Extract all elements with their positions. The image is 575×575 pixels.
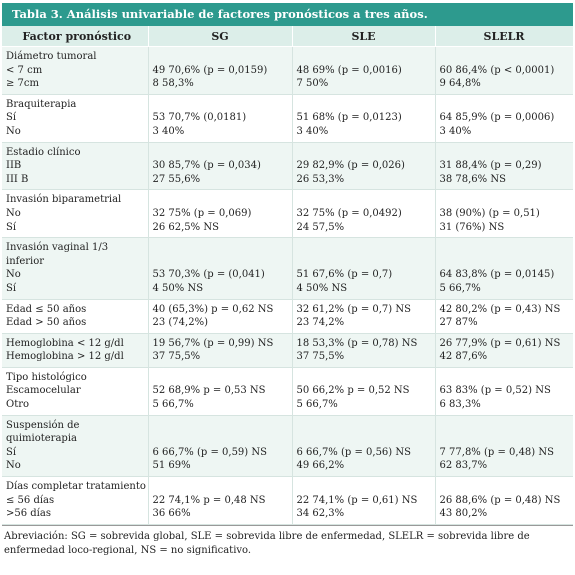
table-frame bbox=[2, 3, 573, 559]
cell-line: Invasión vaginal 1/3 bbox=[6, 242, 109, 254]
cell-sle bbox=[292, 367, 435, 415]
cell-line: Braquiterapia bbox=[6, 98, 77, 110]
cell-line: 6 66,7% (p = 0,56) NS bbox=[296, 446, 411, 458]
cell-line: No bbox=[6, 207, 21, 219]
cell-line: Tipo histológico bbox=[6, 371, 87, 383]
cell-line: 7 77,8% (p = 0,48) NS bbox=[439, 446, 554, 458]
cell-line bbox=[153, 193, 288, 207]
table-row bbox=[2, 238, 573, 299]
cell-slelr bbox=[435, 190, 573, 238]
cell-factor bbox=[2, 47, 148, 95]
cell-line: Diámetro tumoral bbox=[6, 51, 97, 62]
cell-line: 32 75% (p = 0,0492) bbox=[296, 207, 402, 219]
cell-line: 34 62,3% bbox=[296, 508, 345, 520]
cell-line bbox=[153, 146, 288, 160]
cell-sg bbox=[148, 47, 292, 95]
cell-sg bbox=[148, 333, 292, 367]
table-row bbox=[2, 94, 573, 142]
header-slelr: SLELR bbox=[435, 26, 573, 47]
cell-line: Edad > 50 años bbox=[6, 317, 87, 329]
cell-line: 7 50% bbox=[296, 78, 329, 90]
cell-factor bbox=[2, 94, 148, 142]
cell-line: 3 40% bbox=[439, 125, 472, 137]
cell-line: Edad ≤ 50 años bbox=[6, 303, 87, 315]
cell-sle bbox=[292, 477, 435, 525]
cell-line bbox=[153, 480, 288, 494]
cell-line: 42 80,2% (p = 0,43) NS bbox=[439, 303, 561, 315]
cell-line: ≤ 56 días bbox=[6, 494, 55, 506]
cell-line: < 7 cm bbox=[6, 64, 43, 76]
cell-line: 63 83% (p = 0,52) NS bbox=[439, 385, 551, 397]
cell-line: 49 70,6% (p = 0,0159) bbox=[152, 64, 268, 76]
table-row bbox=[2, 47, 573, 95]
cell-line: 22 74,1% p = 0,48 NS bbox=[152, 494, 266, 506]
cell-slelr bbox=[435, 142, 573, 190]
cell-line: 64 83,8% (p = 0,0145) bbox=[439, 269, 555, 281]
cell-slelr bbox=[435, 299, 573, 333]
cell-line: Invasión biparametrial bbox=[6, 194, 122, 206]
cell-factor bbox=[2, 238, 148, 299]
cell-line: 40 (65,3%) p = 0,62 NS bbox=[152, 303, 274, 315]
cell-line bbox=[440, 371, 570, 385]
cell-line: 23 74,2% bbox=[296, 317, 345, 329]
cell-line bbox=[440, 146, 570, 160]
cell-line: 4 50% NS bbox=[152, 282, 204, 294]
cell-line: Sí bbox=[6, 282, 17, 294]
cell-line bbox=[440, 419, 570, 433]
cell-line: 5 66,7% bbox=[439, 282, 481, 294]
cell-line: 49 66,2% bbox=[296, 460, 345, 472]
cell-line: Sí bbox=[6, 446, 17, 458]
cell-line bbox=[297, 432, 431, 446]
cell-line: 27 55,6% bbox=[152, 173, 201, 185]
cell-line: No bbox=[6, 125, 21, 137]
cell-line: 52 68,9% p = 0,53 NS bbox=[152, 385, 266, 397]
footnote: Abreviación: SG = sobrevida global, SLE = sobrevida libre de enfermedad, SLELR = sobrevida libre de enfermedad loco-regional, NS = no significativo. bbox=[2, 525, 573, 559]
cell-line: 36 66% bbox=[152, 508, 191, 520]
cell-line: 42 87,6% bbox=[439, 351, 488, 363]
cell-line: 19 56,7% (p = 0,99) NS bbox=[152, 337, 274, 349]
cell-line bbox=[440, 50, 570, 64]
cell-line: 38 78,6% NS bbox=[439, 173, 506, 185]
cell-line bbox=[440, 432, 570, 446]
cell-line: 26 53,3% bbox=[296, 173, 345, 185]
header-factor: Factor pronóstico bbox=[2, 26, 148, 47]
cell-line bbox=[297, 98, 431, 112]
table-row bbox=[2, 415, 573, 476]
cell-line bbox=[440, 480, 570, 494]
cell-line: 27 87% bbox=[439, 317, 478, 329]
cell-factor bbox=[2, 477, 148, 525]
cell-line: 60 86,4% (p < 0,0001) bbox=[439, 64, 555, 76]
cell-line: 30 85,7% (p = 0,034) bbox=[152, 160, 261, 172]
cell-line: IIB bbox=[6, 160, 22, 172]
table-row bbox=[2, 367, 573, 415]
cell-line: 62 83,7% bbox=[439, 460, 488, 472]
cell-sg bbox=[148, 142, 292, 190]
cell-line: 37 75,5% bbox=[296, 351, 345, 363]
cell-sg bbox=[148, 477, 292, 525]
cell-line: 5 66,7% bbox=[152, 399, 194, 411]
cell-sle bbox=[292, 94, 435, 142]
cell-line: 53 70,7% (0,0181) bbox=[152, 112, 247, 124]
cell-line bbox=[153, 419, 288, 433]
cell-line: No bbox=[6, 460, 21, 472]
table-row bbox=[2, 299, 573, 333]
cell-line bbox=[153, 432, 288, 446]
cell-line: Suspensión de bbox=[6, 419, 80, 431]
cell-line: 3 40% bbox=[152, 125, 185, 137]
cell-line bbox=[440, 193, 570, 207]
cell-sle bbox=[292, 415, 435, 476]
cell-line: 26 88,6% (p = 0,48) NS bbox=[439, 494, 561, 506]
header-sg: SG bbox=[148, 26, 292, 47]
cell-line: 32 61,2% (p = 0,7) NS bbox=[296, 303, 411, 315]
cell-line: 51 69% bbox=[152, 460, 191, 472]
cell-line: 23 (74,2%) bbox=[152, 317, 208, 329]
cell-line: Estadio clínico bbox=[6, 146, 81, 158]
cell-line: 37 75,5% bbox=[152, 351, 201, 363]
cell-line bbox=[297, 50, 431, 64]
cell-line: 38 (90%) (p = 0,51) bbox=[439, 207, 540, 219]
cell-line: 6 83,3% bbox=[439, 399, 481, 411]
cell-line bbox=[297, 193, 431, 207]
cell-line: 64 85,9% (p = 0,0006) bbox=[439, 112, 555, 124]
cell-sg bbox=[148, 190, 292, 238]
cell-line bbox=[440, 98, 570, 112]
cell-line: 26 77,9% (p = 0,61) NS bbox=[439, 337, 561, 349]
cell-sg bbox=[148, 367, 292, 415]
table-row bbox=[2, 190, 573, 238]
cell-line bbox=[153, 50, 288, 64]
prognostic-factors-table bbox=[2, 26, 574, 525]
cell-line bbox=[153, 371, 288, 385]
cell-sle bbox=[292, 299, 435, 333]
cell-line: 4 50% NS bbox=[296, 282, 348, 294]
cell-slelr bbox=[435, 477, 573, 525]
cell-line bbox=[440, 255, 570, 269]
cell-line: quimioterapia bbox=[6, 433, 77, 445]
cell-slelr bbox=[435, 333, 573, 367]
table-title: Tabla 3. Análisis univariable de factores pronósticos a tres años. bbox=[2, 3, 573, 26]
cell-line: Días completar tratamiento bbox=[6, 481, 146, 493]
cell-line: >56 días bbox=[6, 508, 51, 520]
cell-line bbox=[297, 146, 431, 160]
cell-factor bbox=[2, 299, 148, 333]
cell-line: 8 58,3% bbox=[152, 78, 194, 90]
cell-sg bbox=[148, 415, 292, 476]
cell-line: inferior bbox=[6, 255, 45, 267]
table-row bbox=[2, 477, 573, 525]
cell-line: Otro bbox=[6, 399, 30, 411]
cell-factor bbox=[2, 190, 148, 238]
cell-line: III B bbox=[6, 173, 29, 185]
cell-line: 31 88,4% (p = 0,29) bbox=[439, 160, 542, 172]
cell-line: 50 66,2% p = 0,52 NS bbox=[296, 385, 410, 397]
cell-line bbox=[153, 241, 288, 255]
cell-line bbox=[440, 241, 570, 255]
cell-line: 51 68% (p = 0,0123) bbox=[296, 112, 402, 124]
cell-line: 18 53,3% (p = 0,78) NS bbox=[296, 337, 418, 349]
cell-sle bbox=[292, 47, 435, 95]
cell-line bbox=[297, 371, 431, 385]
cell-line: 31 (76%) NS bbox=[439, 221, 505, 233]
cell-factor bbox=[2, 415, 148, 476]
cell-slelr bbox=[435, 238, 573, 299]
cell-sle bbox=[292, 142, 435, 190]
table-row bbox=[2, 333, 573, 367]
cell-sg bbox=[148, 299, 292, 333]
cell-line: 3 40% bbox=[296, 125, 329, 137]
cell-line: 43 80,2% bbox=[439, 508, 488, 520]
cell-line: 51 67,6% (p = 0,7) bbox=[296, 269, 393, 281]
cell-sg bbox=[148, 94, 292, 142]
cell-factor bbox=[2, 333, 148, 367]
cell-slelr bbox=[435, 94, 573, 142]
cell-line: Escamocelular bbox=[6, 385, 81, 397]
cell-line: 26 62,5% NS bbox=[152, 221, 219, 233]
cell-line bbox=[297, 255, 431, 269]
cell-line: 5 66,7% bbox=[296, 399, 338, 411]
cell-line: Hemoglobina > 12 g/dl bbox=[6, 351, 124, 363]
cell-line bbox=[153, 255, 288, 269]
cell-sle bbox=[292, 333, 435, 367]
cell-line: No bbox=[6, 269, 21, 281]
table-row bbox=[2, 142, 573, 190]
cell-line: 22 74,1% (p = 0,61) NS bbox=[296, 494, 418, 506]
cell-line: 48 69% (p = 0,0016) bbox=[296, 64, 402, 76]
cell-line bbox=[153, 98, 288, 112]
cell-factor bbox=[2, 367, 148, 415]
cell-slelr bbox=[435, 367, 573, 415]
cell-line bbox=[297, 419, 431, 433]
cell-sle bbox=[292, 190, 435, 238]
cell-line: 9 64,8% bbox=[439, 78, 481, 90]
cell-line bbox=[297, 480, 431, 494]
cell-line: 24 57,5% bbox=[296, 221, 345, 233]
cell-line: 29 82,9% (p = 0,026) bbox=[296, 160, 405, 172]
cell-line: 53 70,3% (p = (0,041) bbox=[152, 269, 265, 281]
cell-line: Sí bbox=[6, 112, 17, 124]
cell-line bbox=[297, 241, 431, 255]
cell-slelr bbox=[435, 47, 573, 95]
cell-line: Hemoglobina < 12 g/dl bbox=[6, 337, 124, 349]
cell-sg bbox=[148, 238, 292, 299]
header-row bbox=[2, 26, 573, 47]
cell-line: Sí bbox=[6, 221, 17, 233]
cell-line: 32 75% (p = 0,069) bbox=[152, 207, 252, 219]
cell-factor bbox=[2, 142, 148, 190]
header-sle: SLE bbox=[292, 26, 435, 47]
cell-line: ≥ 7cm bbox=[6, 78, 40, 90]
cell-sle bbox=[292, 238, 435, 299]
cell-line: 6 66,7% (p = 0,59) NS bbox=[152, 446, 267, 458]
cell-slelr bbox=[435, 415, 573, 476]
table-body bbox=[2, 47, 573, 525]
